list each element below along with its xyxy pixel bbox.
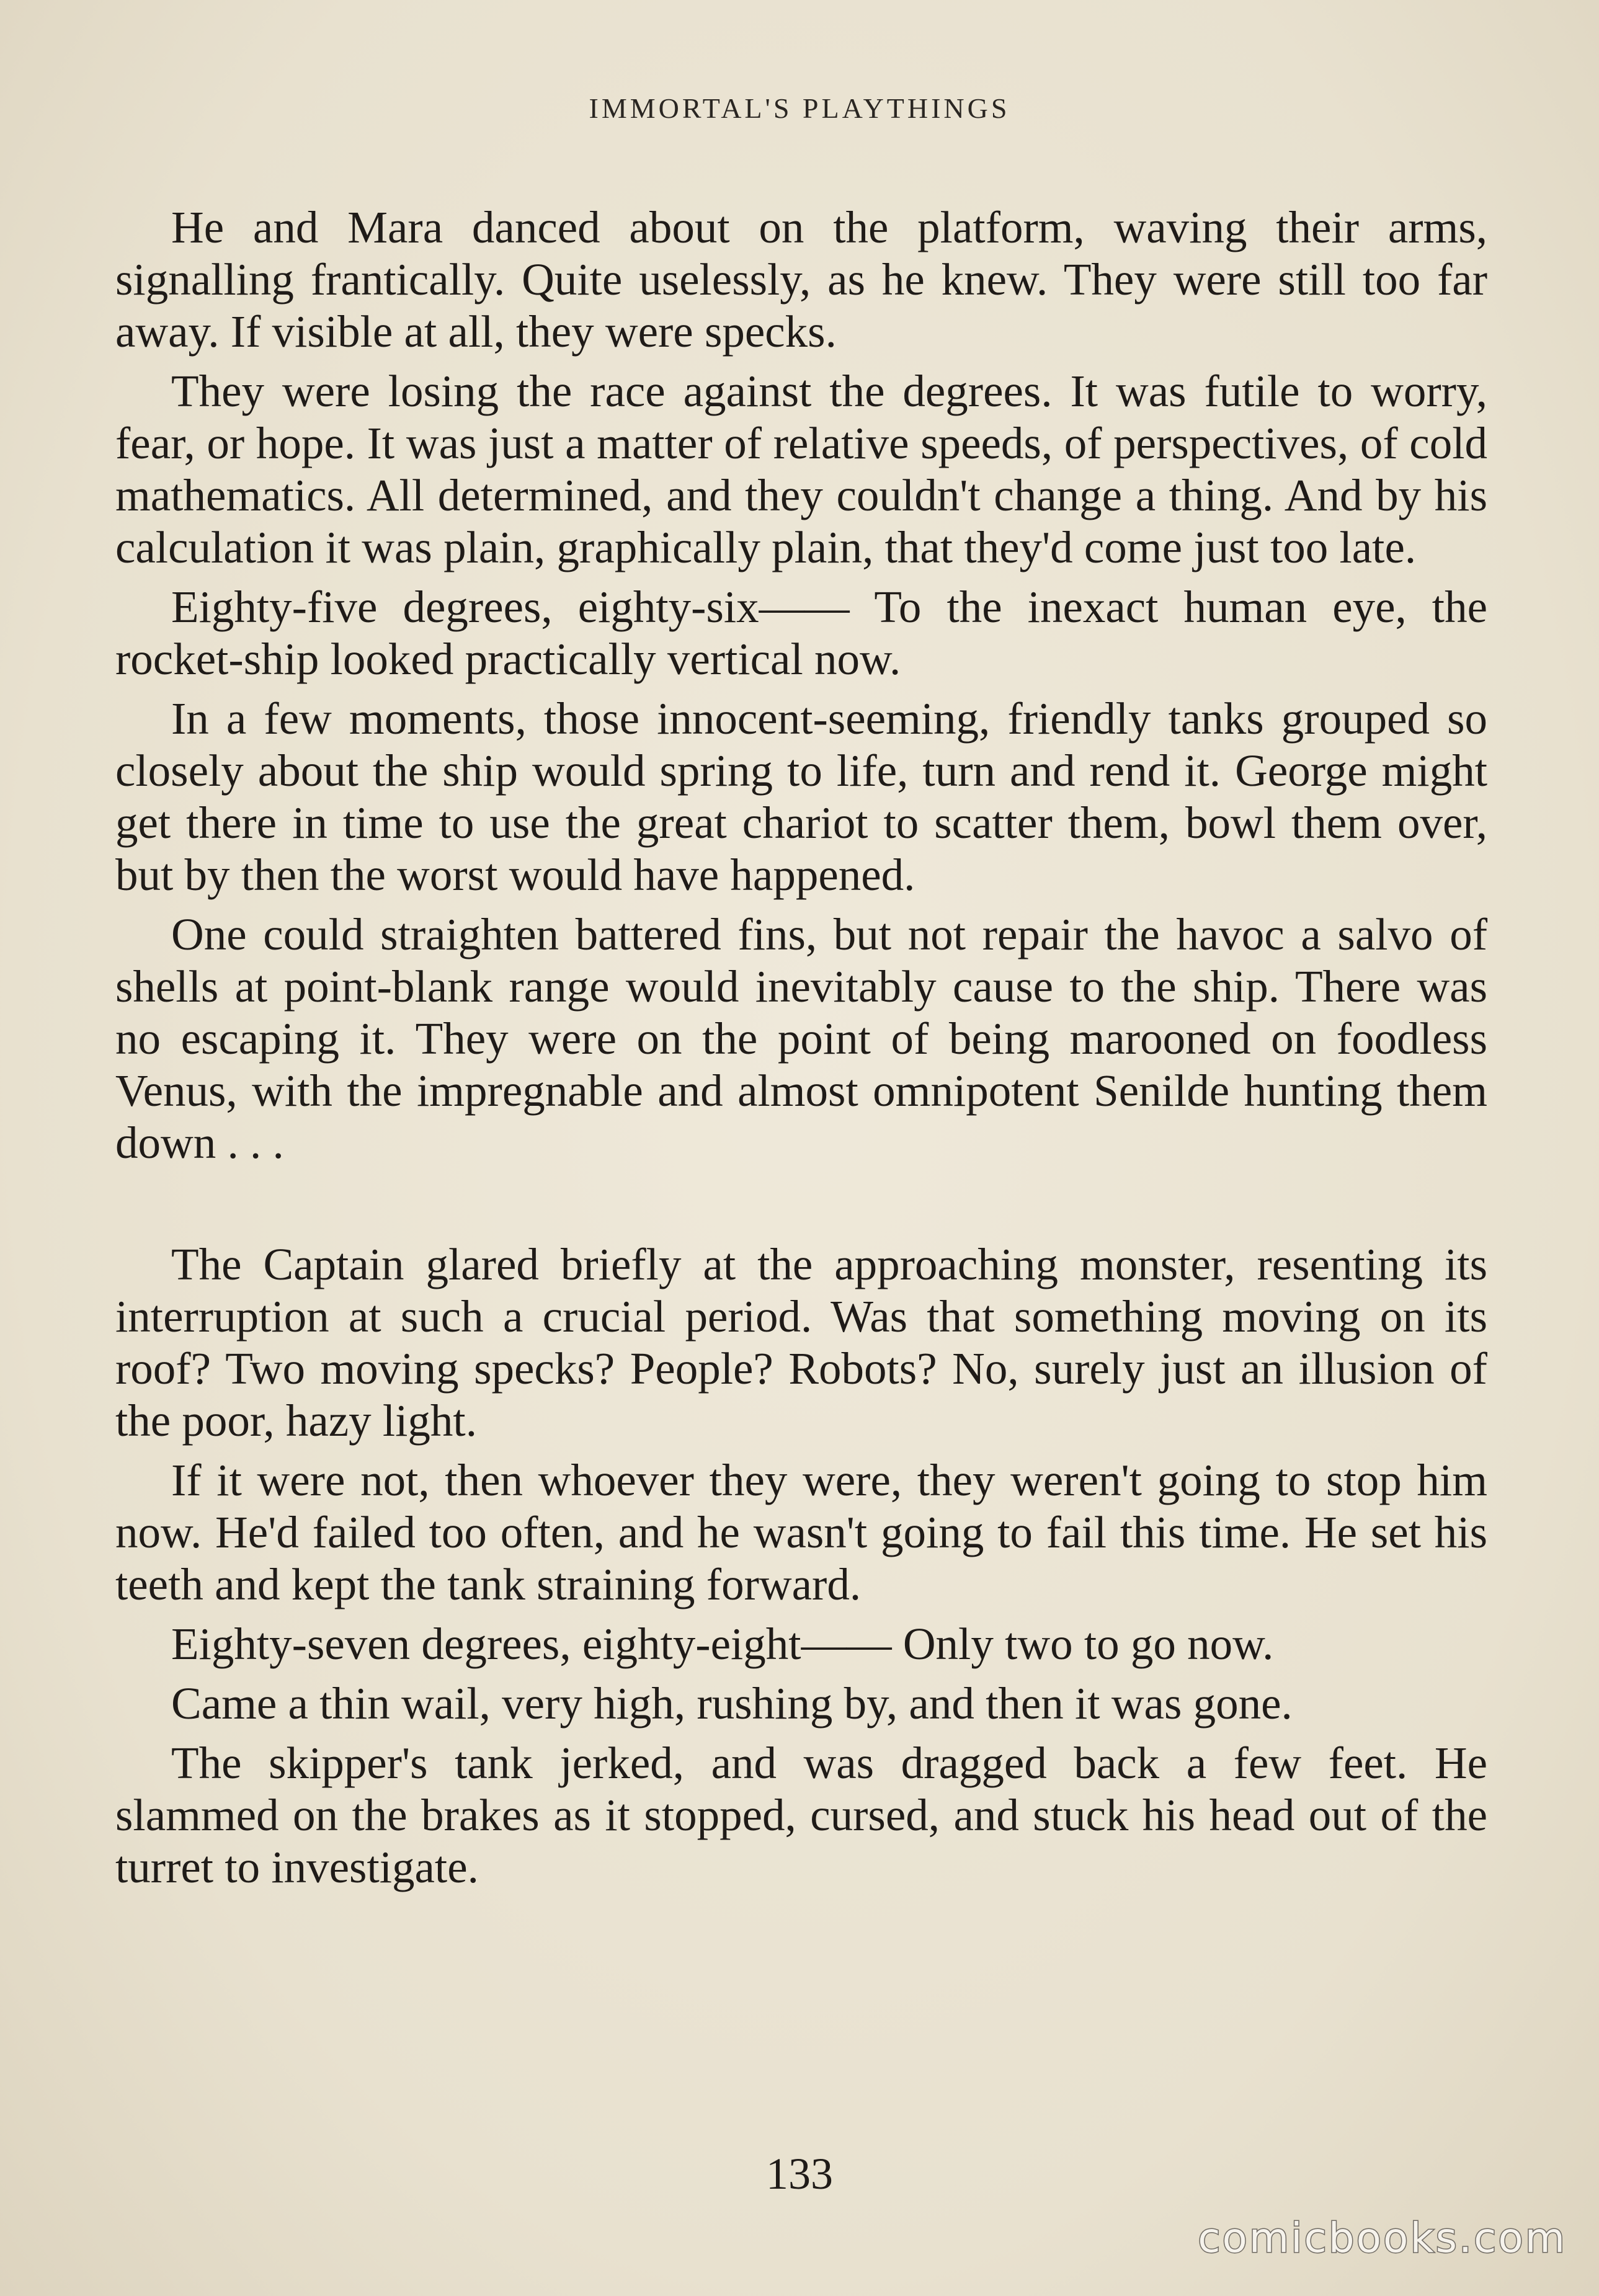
paragraph: In a few moments, those innocent-seeming, friendly tanks grouped so closely about the ship would spring to life, turn and rend it. George might get there in time to use the great chariot to scatter them, bowl them over, but by then the worst would have happened. [115, 693, 1487, 900]
paragraph: He and Mara danced about on the platform, waving their arms, signalling frantically. Quite uselessly, as he knew. They were still too far away. If visible at all, they were specks. [115, 202, 1487, 357]
paragraph: The Captain glared briefly at the approaching monster, resenting its interruption at such a crucial period. Was that something moving on its roof? Two moving specks? People? Robots? No, surely just an illusion of the poor, hazy light. [115, 1239, 1487, 1446]
paragraph: Came a thin wail, very high, rushing by, and then it was gone. [171, 1678, 1293, 1729]
paragraph: One could straighten battered fins, but not repair the havoc a salvo of shells at point-blank range would inevitably cause to the ship. There was no escaping it. They were on the point of being marooned on foodless Venus, with the impregnable and almost omnipotent Senilde hunting them down . . . [115, 909, 1487, 1168]
paragraph: The skipper's tank jerked, and was dragged back a few feet. He slammed on the brakes as it stopped, cursed, and stuck his head out of the turret to investigate. [115, 1738, 1487, 1892]
paragraph: If it were not, then whoever they were, they weren't going to stop him now. He'd failed too often, and he wasn't going to fail this time. He set his teeth and kept the tank straining forward. [115, 1455, 1487, 1609]
watermark: comicbooks.com [1198, 2214, 1567, 2262]
running-head: IMMORTAL'S PLAYTHINGS [589, 92, 1010, 124]
page-number: 133 [766, 2149, 833, 2199]
paragraph: They were losing the race against the degrees. It was futile to worry, fear, or hope. It was just a matter of relative speeds, of perspectives, of cold mathematics. All determined, and they couldn't change a thing. And by his calculation it was plain, graphically plain, that they'd come just too late. [115, 366, 1487, 572]
section-break [115, 1177, 1487, 1239]
paragraph: Eighty-five degrees, eighty-six—— To the inexact human eye, the rocket-ship looked practically vertical now. [115, 582, 1487, 684]
paragraph: Eighty-seven degrees, eighty-eight—— Only two to go now. [171, 1619, 1274, 1669]
body-text [115, 202, 1487, 1901]
